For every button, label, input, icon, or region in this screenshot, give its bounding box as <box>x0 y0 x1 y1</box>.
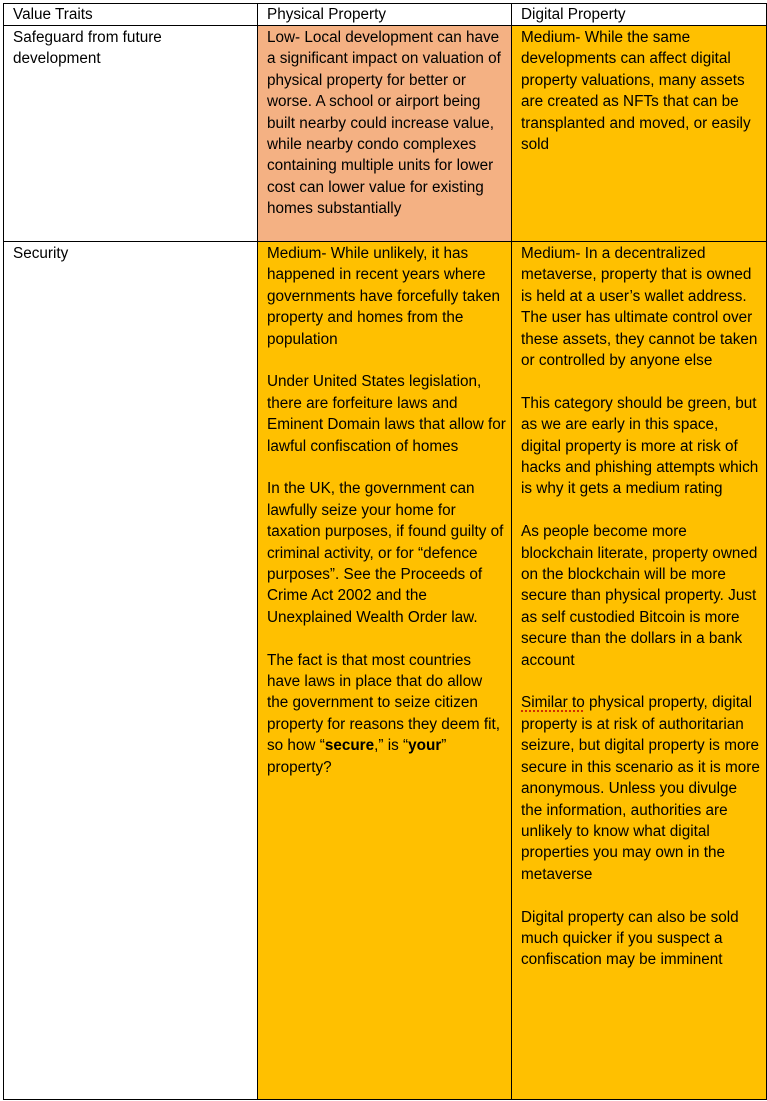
digital-security-para-1: Medium- In a decentralized metaverse, property that is owned is held at a user’s wallet address. The user has ultimate control over these assets, they cannot be taken or controlled by anyone else <box>521 245 758 370</box>
bold-secure: secure <box>324 737 375 755</box>
physical-safeguard-cell: Low- Local development can have a significant impact on valuation of physical property for better or worse. A school or airport being built nearby could increase value, while nearby condo complexes containing multiple units for lower cost can lower value for existing homes substantially <box>258 26 512 242</box>
physical-security-para-3: In the UK, the government can lawfully seize your home for taxation purposes, if found guilty of criminal activity, or for “defence purposes”. See the Proceeds of Crime Act 2002 and the Unexplained Wealth Order law. <box>267 480 504 626</box>
table-row-safeguard <box>4 26 767 242</box>
table-row-security <box>4 242 767 1100</box>
header-value-traits: Value Traits <box>4 4 258 26</box>
digital-security-cell <box>512 242 767 1100</box>
digital-security-para-3: As people become more blockchain literate, property owned on the blockchain will be more secure than physical property. Just as self custodied Bitcoin is more secure than the dollars in a bank account <box>521 523 758 669</box>
bold-your: your <box>408 737 442 755</box>
comparison-table <box>3 3 767 1100</box>
text-fragment: ,” is “ <box>374 737 409 755</box>
physical-security-para-4 <box>267 650 507 778</box>
physical-security-cell <box>258 242 512 1100</box>
header-row <box>4 4 767 26</box>
header-physical-property: Physical Property <box>258 4 512 26</box>
physical-security-para-1: Medium- While unlikely, it has happened in recent years where governments have forcefully taken property and homes from the population <box>267 245 500 348</box>
digital-security-para-2: This category should be green, but as we are early in this space, digital property is more at risk of hacks and phishing attempts which is why it gets a medium rating <box>521 394 759 498</box>
digital-safeguard-cell: Medium- While the same developments can affect digital property valuations, many assets are created as NFTs that can be transplanted and moved, or easily sold <box>512 26 767 242</box>
header-digital-property: Digital Property <box>512 4 767 26</box>
physical-security-para-2: Under United States legislation, there are forfeiture laws and Eminent Domain laws that allow for lawful confiscation of homes <box>267 373 506 455</box>
trait-safeguard: Safeguard from future development <box>4 26 258 242</box>
text-fragment: The fact is that most countries have laws in place that do allow the government to seize citizen property for reasons they deem fit, so how “ <box>267 651 500 755</box>
spellcheck-underlined-text: Similar to <box>521 694 585 712</box>
digital-security-para-4 <box>521 692 762 885</box>
trait-security: Security <box>4 242 258 1100</box>
text-fragment: physical property, digital property is at risk of authoritarian seizure, but digital property is more secure in this scenario as it is more anonymous. Unless you divulge the information, authorities are unlikely to know what digital properties you may own in the metaverse <box>521 694 760 883</box>
text-fragment: ” property? <box>267 737 447 776</box>
digital-security-para-5: Digital property can also be sold much quicker if you suspect a confiscation may be imminent <box>521 908 739 969</box>
